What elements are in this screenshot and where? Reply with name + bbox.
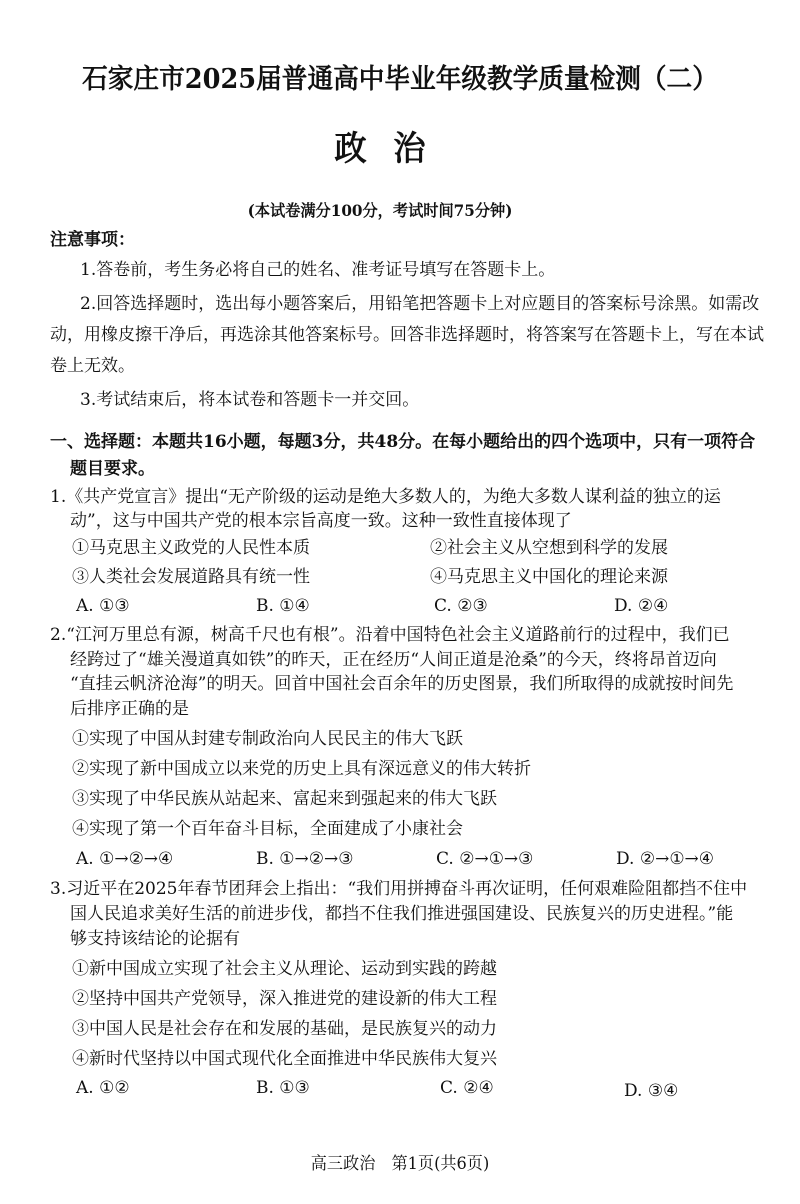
q2-stem-line-3: “直挂云帆济沧海”的明天。回首中国社会百余年的历史图景，我们所取得的成就按时间先 [70, 674, 734, 694]
q1-choice-a: A. ①③ [76, 596, 130, 616]
q3-choice-a: A. ①② [76, 1078, 130, 1098]
notice-item-2-line-3: 卷上无效。 [50, 356, 135, 376]
notice-item-3: 3.考试结束后，将本试卷和答题卡一并交回。 [80, 390, 420, 410]
notice-item-2-line-2: 动，用橡皮擦干净后，再选涂其他答案标号。回答非选择题时，将答案写在答题卡上，写在本试 [50, 325, 764, 345]
q2-stem-line-1: 2.“江河万里总有源，树高千尺也有根”。沿着中国特色社会主义道路前行的过程中，我们已 [50, 625, 730, 645]
section-heading-line-1: 一、选择题：本题共16小题，每题3分，共48分。在每小题给出的四个选项中，只有一项符合 [50, 432, 756, 452]
q2-choice-a: A. ①→②→④ [76, 849, 174, 869]
q2-statement-2: ②实现了新中国成立以来党的历史上具有深远意义的伟大转折 [72, 759, 531, 779]
q2-statement-3: ③实现了中华民族从站起来、富起来到强起来的伟大飞跃 [72, 789, 497, 809]
q2-choice-b: B. ①→②→③ [256, 849, 354, 869]
q2-choice-c: C. ②→①→③ [436, 849, 534, 869]
q2-statement-4: ④实现了第一个百年奋斗目标，全面建成了小康社会 [72, 819, 463, 839]
q3-stem-line-1: 3.习近平在2025年春节团拜会上指出：“我们用拼搏奋斗再次证明，任何艰难险阻都挡不住中 [50, 879, 748, 899]
notice-heading: 注意事项： [50, 230, 135, 250]
q3-statement-4: ④新时代坚持以中国式现代化全面推进中华民族伟大复兴 [72, 1049, 497, 1069]
q3-choice-b: B. ①③ [256, 1078, 310, 1098]
notice-item-1: 1.答卷前，考生务必将自己的姓名、准考证号填写在答题卡上。 [80, 260, 556, 280]
q1-statement-2: ②社会主义从空想到科学的发展 [430, 538, 668, 558]
q2-choice-d: D. ②→①→④ [616, 849, 715, 869]
q3-statement-1: ①新中国成立实现了社会主义从理论、运动到实践的跨越 [72, 959, 497, 979]
q1-choice-c: C. ②③ [434, 596, 488, 616]
q3-stem-line-3: 够支持该结论的论据有 [70, 929, 240, 949]
notice-item-2-line-1: 2.回答选择题时，选出每小题答案后，用铅笔把答题卡上对应题目的答案标号涂黑。如需改 [80, 294, 760, 314]
q2-stem-line-2: 经跨过了“雄关漫道真如铁”的昨天，正在经历“人间正道是沧桑”的今天，终将昂首迈向 [70, 650, 717, 670]
q1-choice-b: B. ①④ [256, 596, 310, 616]
q3-statement-3: ③中国人民是社会存在和发展的基础，是民族复兴的动力 [72, 1019, 497, 1039]
q2-stem-line-4: 后排序正确的是 [70, 699, 189, 719]
q2-statement-1: ①实现了中国从封建专制政治向人民民主的伟大飞跃 [72, 729, 463, 749]
exam-meta: (本试卷满分100分，考试时间75分钟) [247, 201, 513, 220]
q3-stem-line-2: 国人民追求美好生活的前进步伐，都挡不住我们推进强国建设、民族复兴的历史进程。”能 [70, 904, 734, 924]
q1-statement-1: ①马克思主义政党的人民性本质 [72, 538, 310, 558]
subject-title: 政治 [334, 129, 453, 169]
q1-stem-line-1: 1.《共产党宣言》提出“无产阶级的运动是绝大多数人的，为绝大多数人谋利益的独立的运 [50, 487, 721, 507]
section-heading-line-2: 题目要求。 [70, 459, 155, 479]
exam-title: 石家庄市2025届普通高中毕业年级教学质量检测（二） [82, 64, 718, 95]
q1-statement-3: ③人类社会发展道路具有统一性 [72, 567, 310, 587]
q1-statement-4: ④马克思主义中国化的理论来源 [430, 567, 668, 587]
q3-statement-2: ②坚持中国共产党领导，深入推进党的建设新的伟大工程 [72, 989, 497, 1009]
q1-stem-line-2: 动”，这与中国共产党的根本宗旨高度一致。这种一致性直接体现了 [70, 511, 572, 531]
q3-choice-c: C. ②④ [440, 1078, 494, 1098]
q3-choice-d: D. ③④ [624, 1081, 679, 1101]
page-footer: 高三政治 第1页(共6页) [310, 1154, 490, 1174]
q1-choice-d: D. ②④ [614, 596, 669, 616]
